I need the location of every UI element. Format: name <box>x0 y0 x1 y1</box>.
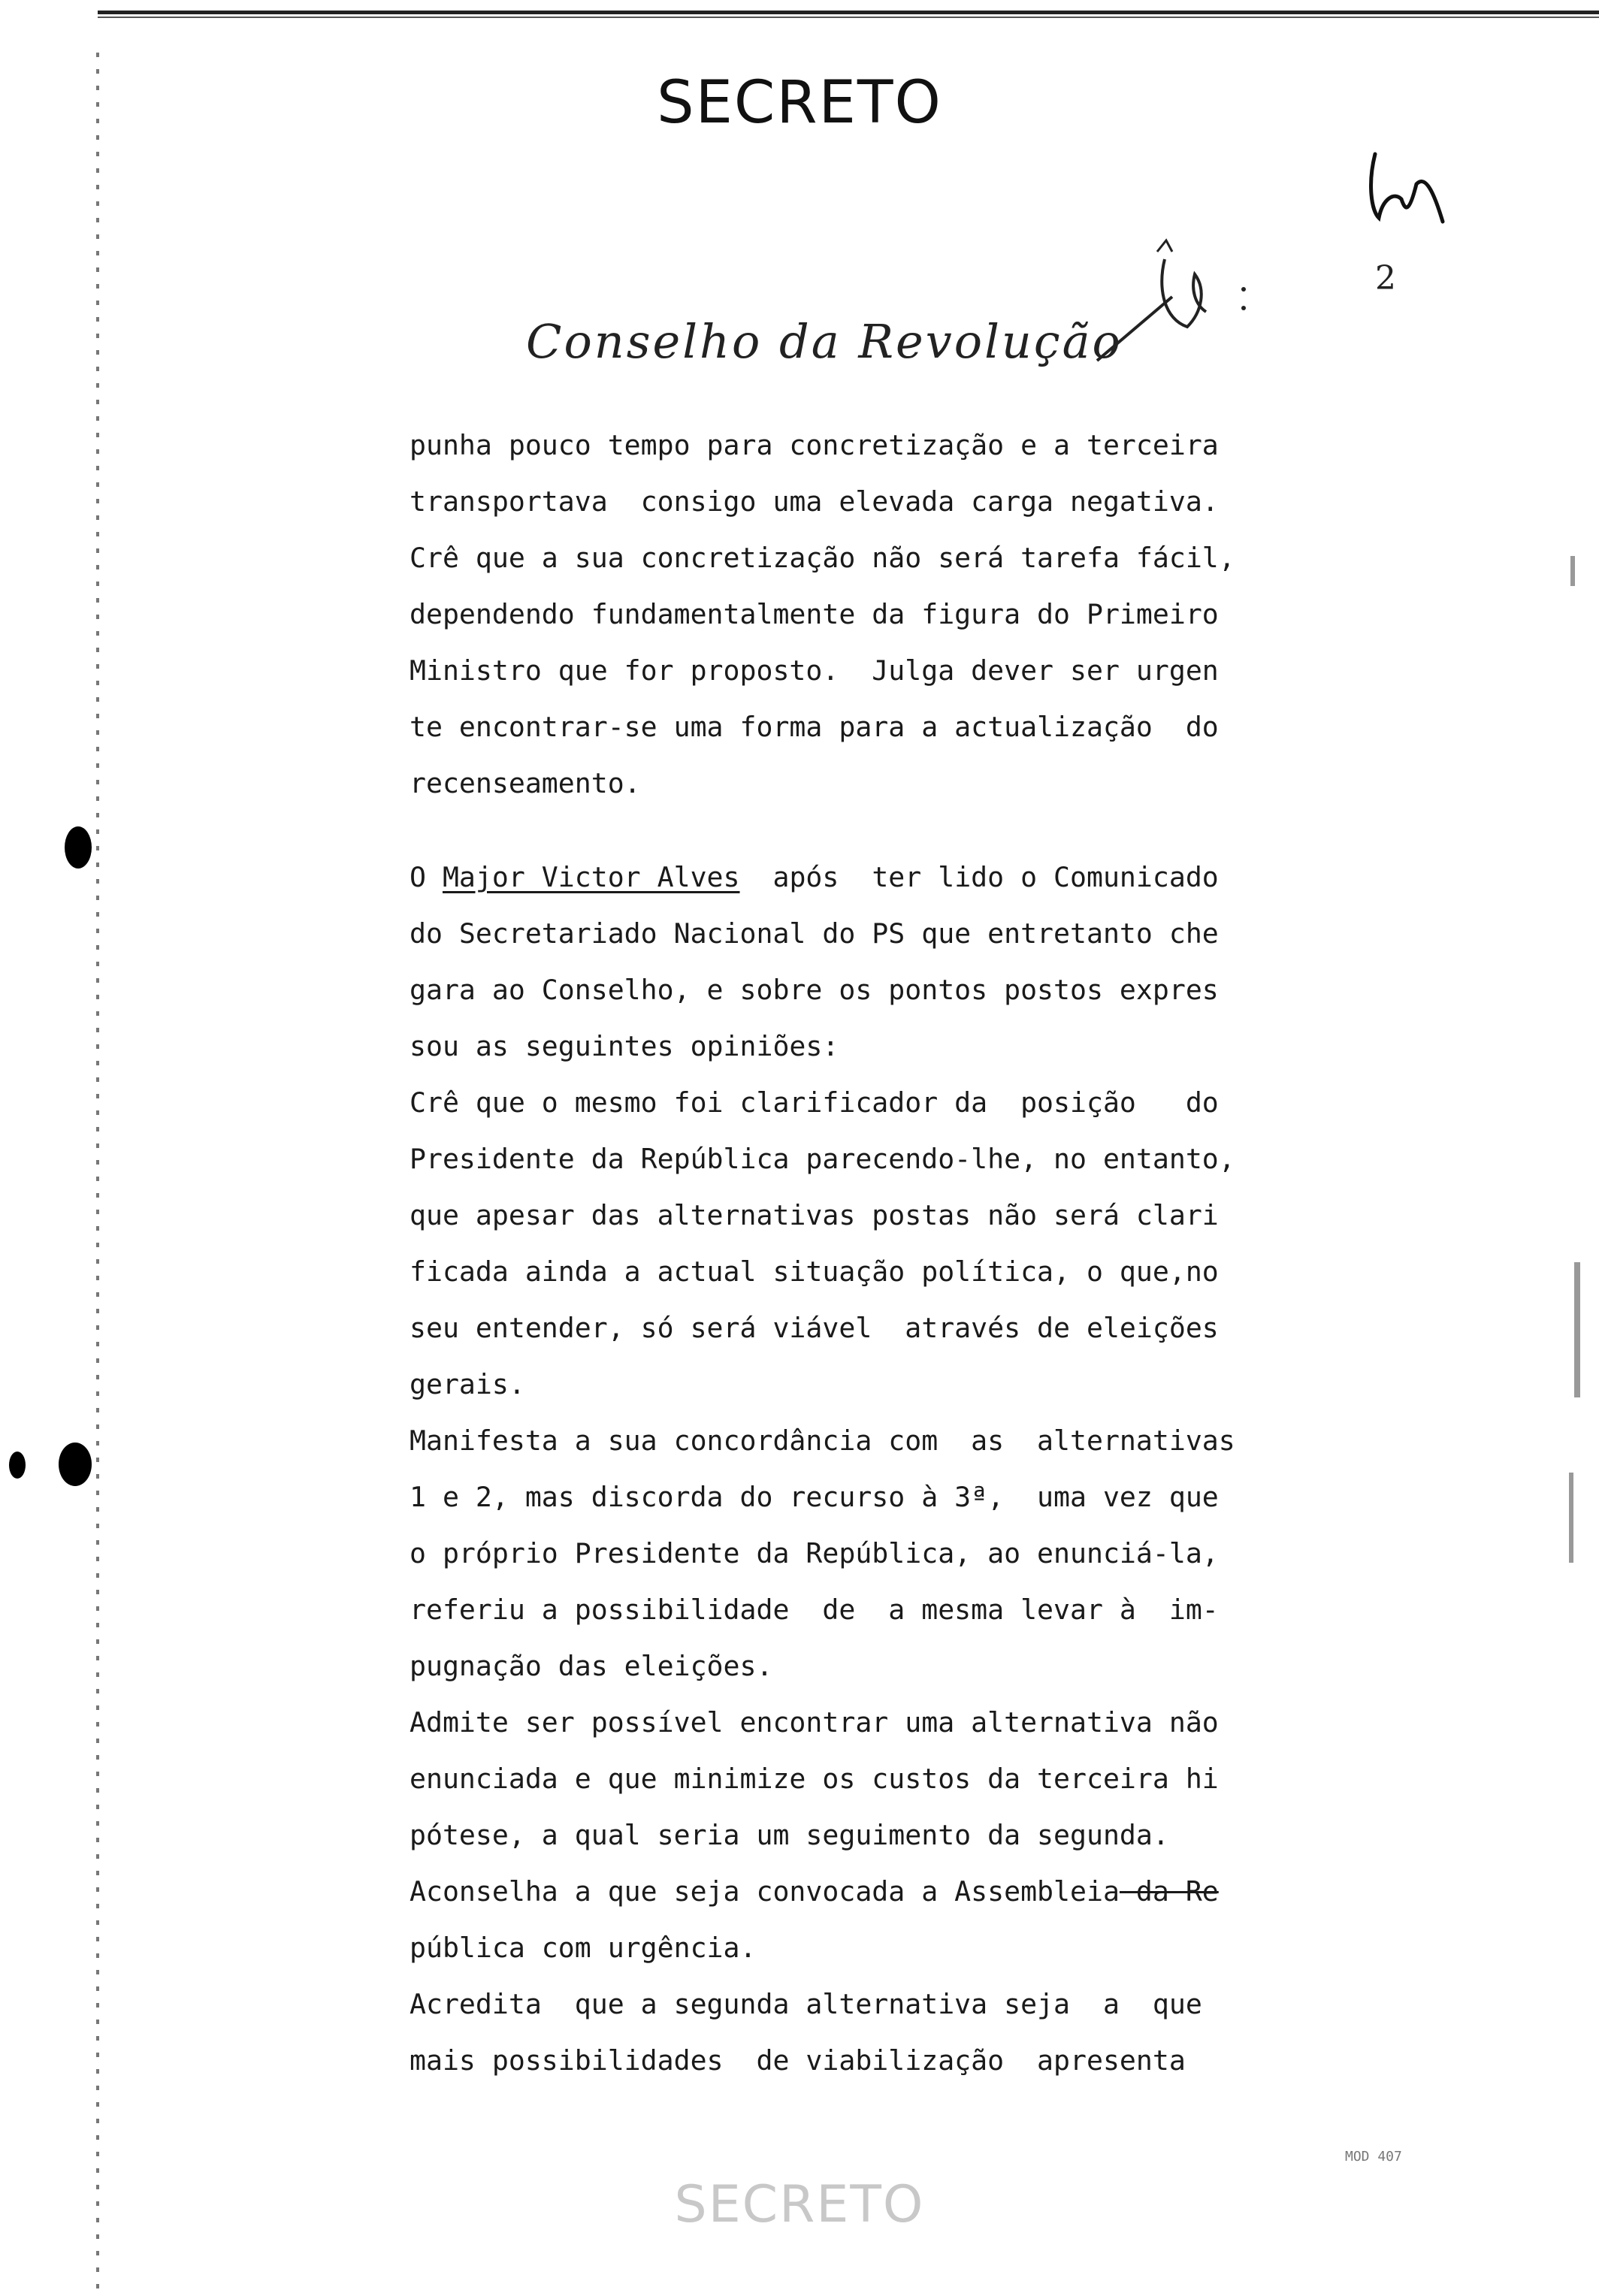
text-line: referiu a possibilidade de a mesma levar à im- <box>410 1594 1219 1626</box>
text-line: 1 e 2, mas discorda do recurso à 3ª, uma vez que <box>410 1481 1219 1513</box>
text-line: recenseamento. <box>410 767 641 799</box>
text-line: transportava consigo uma elevada carga negativa. <box>410 485 1219 518</box>
handwritten-initials <box>1360 139 1458 237</box>
text-line: te encontrar-se uma forma para a actualização do <box>410 711 1219 743</box>
text-line: Crê que o mesmo foi clarificador da posição do <box>410 1086 1219 1119</box>
text-line: Manifesta a sua concordância com as alternativas <box>410 1424 1235 1457</box>
text-line <box>410 849 1401 905</box>
classification-stamp-top: SECRETO <box>657 69 942 137</box>
text-line: o próprio Presidente da República, ao enunciá-la, <box>410 1537 1219 1569</box>
text-line: gerais. <box>410 1368 525 1400</box>
text-line: seu entender, só será viável através de eleições <box>410 1312 1219 1344</box>
punch-hole-fragment <box>9 1452 26 1479</box>
text-line: que apesar das alternativas postas não será clari <box>410 1199 1219 1231</box>
speaker-suffix: após ter lido o Comunicado <box>739 861 1219 893</box>
text-line: pública com urgência. <box>410 1932 757 1964</box>
text-line: punha pouco tempo para concretização e a terceira <box>410 429 1219 461</box>
text-line: enunciada e que minimize os custos da terceira hi <box>410 1763 1219 1795</box>
struck-text: da Re <box>1119 1875 1219 1908</box>
text-line: do Secretariado Nacional do PS que entretanto che <box>410 917 1219 950</box>
text-line: ficada ainda a actual situação política, o que,no <box>410 1255 1219 1288</box>
left-edge-marks <box>96 53 99 2291</box>
text-segment: Aconselha a que seja convocada a Assembleia <box>410 1875 1120 1908</box>
paragraph-7 <box>410 1976 1401 2089</box>
text-line: Acredita que a segunda alternativa seja a que <box>410 1988 1202 2020</box>
letterhead-title: Conselho da Revolução <box>526 314 1123 369</box>
paragraph-3 <box>410 1074 1401 1412</box>
top-border-line-thin <box>98 17 1599 18</box>
text-line: gara ao Conselho, e sobre os pontos postos expres <box>410 974 1219 1006</box>
page-number: 2 <box>1375 259 1396 298</box>
top-border-line <box>98 11 1599 14</box>
speaker-prefix: O <box>410 861 443 893</box>
text-line <box>410 1863 1401 1920</box>
text-line: Admite ser possível encontrar uma alternativa não <box>410 1706 1219 1739</box>
text-line: Ministro que for proposto. Julga dever ser urgen <box>410 654 1219 687</box>
scan-speck <box>1570 556 1575 586</box>
text-line: pugnação das eleições. <box>410 1650 773 1682</box>
classification-stamp-bottom: SECRETO <box>674 2175 925 2234</box>
paragraph-6 <box>410 1863 1401 1976</box>
form-code: MOD 407 <box>1345 2149 1402 2165</box>
paragraph-5 <box>410 1694 1401 1863</box>
text-line: Presidente da República parecendo-lhe, no entanto, <box>410 1143 1235 1175</box>
paragraph-1 <box>410 417 1401 811</box>
punch-hole-middle <box>59 1443 92 1486</box>
text-line: Crê que a sua concretização não será tarefa fácil, <box>410 542 1235 574</box>
text-line: sou as seguintes opiniões: <box>410 1030 839 1062</box>
speaker-name: Major Victor Alves <box>442 861 740 893</box>
punch-hole-top <box>65 826 92 869</box>
paragraph-2 <box>410 849 1401 1074</box>
document-body <box>410 417 1401 2089</box>
scan-speck <box>1569 1473 1573 1563</box>
scan-speck <box>1574 1262 1580 1397</box>
paragraph-4 <box>410 1412 1401 1694</box>
text-line: mais possibilidades de viabilização apresenta <box>410 2044 1186 2077</box>
text-line: pótese, a qual seria um seguimento da segunda. <box>410 1819 1169 1851</box>
text-line: dependendo fundamentalmente da figura do Primeiro <box>410 598 1219 630</box>
